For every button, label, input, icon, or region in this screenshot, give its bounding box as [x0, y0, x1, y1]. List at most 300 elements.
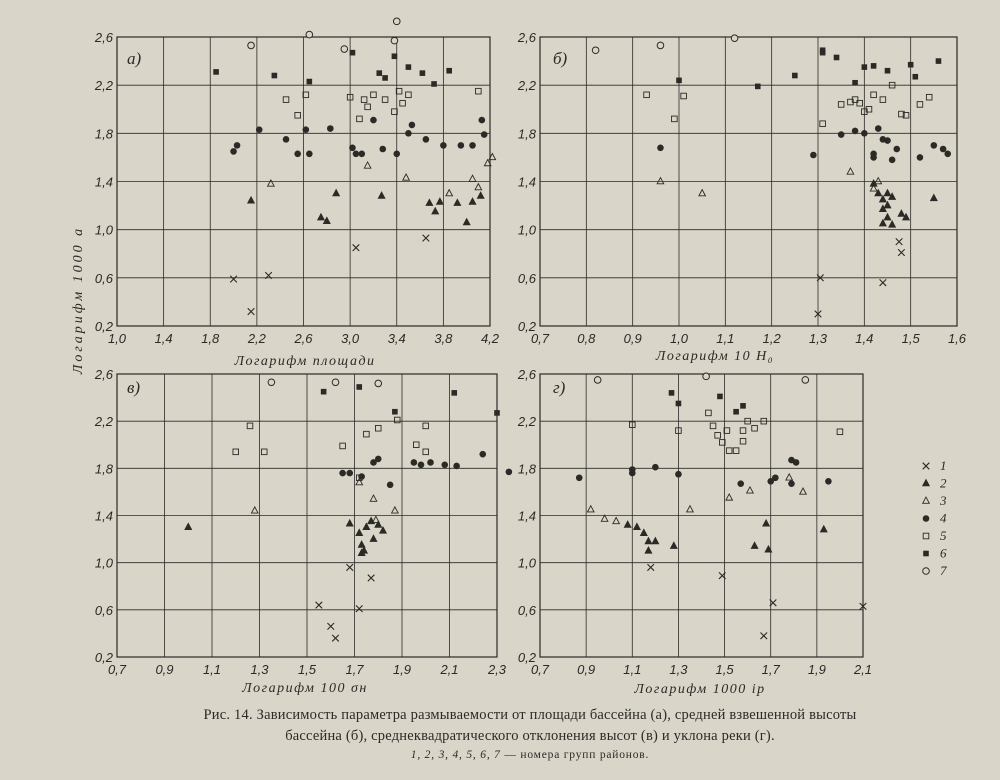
x-tick-label: 0,7: [530, 331, 550, 346]
x-tick-label: 1,1: [623, 662, 642, 677]
data-point-group-6: [733, 409, 739, 415]
data-point-group-2: [437, 198, 444, 204]
y-tick-label: 2,6: [94, 367, 113, 382]
data-point-group-2: [634, 523, 641, 529]
legend-marker-3: [923, 497, 930, 503]
x-tick-label: 1,4: [855, 331, 874, 346]
data-point-group-5: [261, 449, 267, 455]
data-point-group-4: [339, 470, 346, 477]
legend-marker-6: [923, 551, 929, 557]
series-7: [592, 35, 738, 54]
series-5: [644, 82, 932, 126]
data-point-group-6: [420, 70, 426, 76]
data-point-group-6: [446, 68, 452, 74]
data-point-group-3: [475, 184, 482, 190]
data-point-group-2: [751, 542, 758, 548]
data-point-group-3: [587, 506, 594, 512]
data-point-group-5: [733, 448, 739, 454]
data-point-group-4: [479, 117, 486, 124]
data-point-group-4: [629, 466, 636, 473]
y-tick-label: 1,8: [517, 461, 536, 477]
data-point-group-3: [446, 190, 453, 196]
data-point-group-1: [423, 235, 430, 242]
data-point-group-2: [875, 190, 882, 196]
data-point-group-4: [657, 144, 664, 151]
data-point-group-4: [346, 470, 353, 477]
data-point-group-7: [306, 31, 313, 38]
data-point-group-4: [506, 469, 513, 476]
data-point-group-5: [364, 431, 370, 437]
data-point-group-4: [884, 137, 891, 144]
data-point-group-4: [469, 142, 476, 149]
data-point-group-3: [786, 474, 793, 480]
data-point-group-6: [392, 409, 398, 415]
y-tick-label: 1,0: [94, 555, 113, 571]
data-point-group-6: [669, 390, 675, 396]
data-point-group-6: [913, 74, 919, 80]
data-point-group-1: [316, 602, 323, 609]
legend-label-7: 7: [940, 563, 947, 578]
data-point-group-2: [889, 221, 896, 227]
data-point-group-5: [710, 423, 716, 429]
data-point-group-1: [647, 564, 654, 571]
data-point-group-5: [880, 97, 886, 103]
legend-marker-1: [923, 463, 930, 470]
data-point-group-7: [802, 377, 809, 384]
series-3: [268, 154, 496, 196]
data-point-group-6: [852, 80, 858, 86]
series-1: [230, 235, 429, 315]
data-point-group-5: [871, 92, 877, 98]
data-point-group-7: [391, 37, 398, 44]
data-point-group-2: [477, 192, 484, 198]
data-point-group-2: [624, 521, 631, 527]
data-point-group-4: [675, 471, 682, 478]
data-point-group-4: [931, 142, 938, 149]
data-point-group-3: [687, 506, 694, 512]
series-4: [657, 125, 951, 163]
y-tick-label: 2,6: [517, 367, 536, 382]
data-point-group-4: [256, 126, 263, 133]
data-point-group-4: [481, 131, 488, 138]
data-point-group-4: [418, 461, 425, 468]
y-tick-label: 0,2: [94, 319, 113, 334]
legend: [923, 458, 947, 578]
data-point-group-3: [657, 178, 664, 184]
series-3: [657, 168, 881, 196]
series-1: [647, 564, 866, 639]
x-tick-label: 1,9: [807, 662, 826, 677]
data-point-group-4: [889, 157, 896, 164]
panel-label: а): [127, 49, 142, 68]
x-tick-label: 1,5: [715, 662, 734, 677]
data-point-group-6: [451, 390, 457, 396]
x-tick-label: 0,7: [107, 662, 127, 677]
x-tick-label: 2,1: [440, 662, 459, 677]
data-point-group-2: [884, 190, 891, 196]
data-point-group-2: [820, 526, 827, 532]
data-point-group-6: [885, 68, 891, 74]
data-point-group-2: [641, 529, 648, 535]
data-point-group-7: [703, 373, 710, 380]
data-point-group-1: [760, 632, 767, 639]
data-point-group-5: [917, 102, 923, 108]
data-point-group-1: [356, 605, 363, 612]
y-tick-label: 0,6: [517, 270, 536, 286]
data-point-group-2: [931, 194, 938, 200]
data-point-group-2: [652, 538, 659, 544]
data-point-group-4: [810, 152, 817, 159]
data-point-group-4: [349, 144, 356, 151]
data-point-group-1: [896, 238, 903, 245]
data-point-group-5: [926, 94, 932, 100]
data-point-group-7: [731, 35, 738, 42]
data-point-group-6: [406, 64, 412, 70]
data-point-group-4: [893, 146, 900, 153]
series-5: [629, 410, 842, 453]
data-point-group-5: [423, 449, 429, 455]
x-tick-label: 1,5: [297, 662, 317, 677]
data-point-group-4: [793, 459, 800, 466]
data-point-group-7: [248, 42, 255, 49]
x-tick-label: 0,9: [155, 662, 174, 677]
data-point-group-1: [248, 308, 255, 315]
data-point-group-3: [373, 516, 380, 522]
data-point-group-5: [371, 92, 377, 98]
data-point-group-4: [375, 456, 382, 463]
legend-label-1: 1: [940, 458, 947, 473]
data-point-group-1: [880, 279, 887, 286]
data-point-group-4: [353, 151, 360, 158]
series-5: [283, 88, 481, 121]
data-point-group-7: [592, 47, 599, 54]
data-point-group-5: [406, 92, 412, 98]
data-point-group-4: [283, 136, 290, 143]
data-point-group-2: [645, 538, 652, 544]
x-tick-label: 3,0: [341, 331, 360, 346]
data-point-group-2: [363, 523, 370, 529]
caption-group-note: — номера групп районов.: [500, 749, 650, 761]
chart-panel-3: [94, 367, 512, 696]
y-tick-label: 2,2: [517, 78, 536, 94]
x-tick-label: 1,4: [154, 331, 173, 346]
legend-marker-5: [923, 533, 929, 539]
series-6: [213, 50, 452, 87]
x-tick-label: 4,2: [480, 331, 500, 346]
data-point-group-3: [613, 517, 620, 523]
data-point-group-2: [378, 192, 385, 198]
data-point-group-5: [706, 410, 712, 416]
legend-marker-7: [923, 568, 930, 575]
x-tick-label: 1,3: [669, 662, 688, 677]
x-axis-label: Логарифм площади: [234, 354, 376, 369]
data-point-group-4: [576, 474, 583, 481]
data-point-group-2: [318, 214, 325, 220]
data-point-group-6: [272, 73, 278, 79]
data-point-group-5: [247, 423, 253, 429]
data-point-group-7: [393, 18, 400, 25]
series-2: [624, 520, 827, 553]
data-point-group-1: [327, 623, 334, 630]
y-tick-label: 0,2: [517, 319, 536, 334]
data-point-group-5: [423, 423, 429, 429]
data-point-group-5: [295, 112, 301, 118]
data-point-group-3: [601, 515, 608, 521]
data-point-group-4: [234, 142, 241, 149]
data-point-group-4: [441, 461, 448, 468]
y-tick-label: 1,4: [517, 508, 536, 524]
panel-label: г): [553, 378, 566, 397]
series-4: [230, 117, 487, 157]
x-tick-label: 1,7: [761, 662, 780, 677]
data-point-group-6: [431, 81, 437, 87]
series-6: [321, 384, 500, 416]
data-point-group-6: [350, 50, 356, 56]
legend-marker-2: [923, 480, 930, 486]
data-point-group-6: [676, 401, 682, 407]
x-tick-label: 1,3: [250, 662, 269, 677]
data-point-group-5: [394, 417, 400, 423]
data-point-group-7: [332, 379, 339, 386]
chart-panel-2: [517, 30, 967, 364]
data-point-group-4: [825, 478, 832, 485]
x-tick-label: 1,7: [345, 662, 364, 677]
x-tick-label: 0,9: [623, 331, 642, 346]
data-point-group-7: [341, 46, 348, 53]
x-tick-label: 1,2: [762, 331, 781, 346]
data-point-group-6: [213, 69, 219, 75]
data-point-group-5: [283, 97, 289, 103]
x-tick-label: 3,4: [387, 331, 406, 346]
data-point-group-6: [820, 50, 826, 56]
y-tick-label: 1,4: [94, 508, 113, 524]
data-point-group-4: [875, 125, 882, 132]
data-point-group-3: [268, 180, 275, 186]
data-point-group-2: [469, 198, 476, 204]
x-tick-label: 1,9: [392, 662, 412, 677]
data-point-group-4: [411, 459, 418, 466]
data-point-group-4: [379, 146, 386, 153]
y-tick-label: 0,6: [94, 602, 113, 618]
data-point-group-5: [715, 433, 721, 439]
data-point-group-2: [884, 202, 891, 208]
data-point-group-6: [792, 73, 798, 79]
data-point-group-6: [392, 53, 398, 59]
legend-marker-4: [923, 515, 930, 522]
data-point-group-4: [944, 151, 951, 158]
y-tick-label: 0,6: [517, 602, 536, 618]
y-tick-label: 1,0: [94, 222, 113, 238]
data-point-group-6: [307, 79, 313, 85]
data-point-group-1: [346, 564, 353, 571]
data-point-group-5: [365, 104, 371, 110]
data-point-group-5: [740, 438, 746, 444]
series-6: [676, 47, 941, 89]
data-point-group-5: [644, 92, 650, 98]
x-tick-label: 2,6: [294, 331, 313, 346]
data-point-group-4: [387, 482, 394, 489]
data-point-group-1: [898, 249, 905, 256]
series-3: [251, 479, 398, 523]
data-point-group-6: [376, 70, 382, 76]
data-point-group-5: [726, 448, 732, 454]
data-point-group-4: [393, 151, 400, 158]
data-point-group-7: [268, 379, 275, 386]
data-point-group-2: [671, 542, 678, 548]
data-point-group-3: [370, 495, 377, 501]
data-point-group-4: [327, 125, 334, 132]
data-point-group-2: [463, 219, 470, 225]
data-point-group-6: [382, 75, 388, 81]
data-point-group-5: [357, 116, 363, 122]
data-point-group-4: [370, 117, 377, 124]
y-tick-label: 2,2: [94, 78, 113, 94]
x-tick-label: 2,1: [853, 662, 873, 677]
data-point-group-4: [294, 151, 301, 158]
x-tick-label: 1,0: [107, 331, 127, 346]
data-point-group-3: [747, 487, 754, 493]
data-point-group-4: [479, 451, 486, 458]
data-point-group-5: [413, 442, 419, 448]
data-point-group-5: [681, 93, 687, 99]
data-point-group-1: [332, 635, 339, 642]
legend-label-6: 6: [940, 545, 947, 561]
data-point-group-6: [494, 410, 500, 416]
charts-layer: [94, 18, 967, 697]
legend-label-2: 2: [940, 475, 947, 491]
data-point-group-6: [755, 84, 761, 90]
data-point-group-4: [427, 459, 434, 466]
data-point-group-5: [375, 425, 381, 431]
data-point-group-3: [403, 174, 410, 180]
series-4: [339, 451, 512, 488]
data-point-group-4: [358, 151, 365, 158]
figure-caption-line-3: [110, 749, 950, 761]
y-tick-label: 1,8: [94, 126, 113, 142]
x-tick-label: 1,1: [716, 331, 735, 346]
series-2: [185, 517, 386, 555]
x-axis-label: Логарифм 1000 ip: [634, 682, 766, 697]
data-point-group-6: [936, 58, 942, 64]
data-point-group-4: [230, 148, 237, 155]
data-point-group-1: [353, 244, 360, 251]
data-point-group-5: [740, 428, 746, 434]
data-point-group-3: [364, 162, 371, 168]
data-point-group-3: [800, 488, 807, 494]
y-tick-label: 2,2: [517, 414, 536, 430]
x-tick-label: 0,7: [530, 662, 550, 677]
data-point-group-6: [676, 78, 682, 84]
data-point-group-6: [740, 403, 746, 409]
data-point-group-6: [356, 384, 362, 390]
data-point-group-3: [726, 494, 733, 500]
data-point-group-4: [940, 146, 947, 153]
x-tick-label: 0,9: [577, 662, 596, 677]
legend-label-4: 4: [940, 510, 947, 526]
data-point-group-4: [405, 130, 412, 137]
data-point-group-2: [884, 214, 891, 220]
data-point-group-5: [838, 102, 844, 108]
data-point-group-2: [898, 210, 905, 216]
data-point-group-3: [699, 190, 706, 196]
data-point-group-4: [409, 122, 416, 129]
figure-caption-line-2: бассейна (б), среднеквадратического отклонения высот (в) и уклона реки (г).: [285, 728, 775, 744]
data-point-group-1: [368, 575, 375, 582]
data-point-group-6: [717, 394, 723, 400]
y-tick-label: 2,2: [94, 414, 113, 430]
data-point-group-3: [469, 175, 476, 181]
y-tick-label: 1,4: [94, 174, 113, 190]
x-tick-label: 3,8: [434, 331, 453, 346]
data-point-group-4: [652, 464, 659, 471]
x-tick-label: 0,8: [577, 331, 596, 346]
data-point-group-3: [392, 507, 399, 513]
data-point-group-4: [772, 474, 779, 481]
x-tick-label: 1,6: [947, 331, 967, 346]
data-point-group-2: [454, 199, 461, 205]
data-point-group-6: [908, 62, 914, 68]
data-point-group-2: [346, 520, 353, 526]
data-point-group-2: [324, 217, 331, 223]
data-point-group-4: [870, 154, 877, 161]
legend-label-5: 5: [940, 528, 947, 543]
data-point-group-4: [917, 154, 924, 161]
data-point-group-7: [657, 42, 664, 49]
data-point-group-4: [423, 136, 430, 143]
data-point-group-5: [476, 88, 482, 94]
data-point-group-3: [875, 178, 882, 184]
y-tick-label: 1,0: [517, 555, 536, 571]
data-point-group-2: [432, 208, 439, 214]
data-point-group-5: [820, 121, 826, 127]
panel-label: б): [553, 49, 568, 68]
caption-group-numbers: 1, 2, 3, 4, 5, 6, 7: [410, 749, 501, 761]
panel-label: в): [127, 378, 141, 397]
data-point-group-2: [370, 535, 377, 541]
data-point-group-2: [645, 547, 652, 553]
y-tick-label: 1,0: [517, 222, 536, 238]
x-tick-label: 1,8: [201, 331, 220, 346]
data-point-group-5: [233, 449, 239, 455]
data-point-group-2: [880, 196, 887, 202]
x-axis-label: Логарифм 10 H₀: [655, 349, 775, 364]
data-point-group-2: [356, 529, 363, 535]
data-point-group-4: [303, 126, 310, 133]
data-point-group-4: [453, 463, 460, 470]
data-point-group-7: [375, 380, 382, 387]
series-5: [233, 417, 429, 480]
x-tick-label: 1,3: [808, 331, 828, 346]
data-point-group-2: [375, 521, 382, 527]
series-2: [870, 180, 937, 227]
data-point-group-2: [380, 527, 387, 533]
data-point-group-6: [834, 55, 840, 61]
data-point-group-4: [852, 128, 859, 135]
data-point-group-2: [426, 199, 433, 205]
y-tick-label: 1,4: [517, 174, 536, 190]
data-point-group-2: [248, 197, 255, 203]
data-point-group-5: [672, 116, 678, 122]
y-tick-label: 0,6: [94, 270, 113, 286]
data-point-group-5: [382, 97, 388, 103]
data-point-group-2: [185, 523, 192, 529]
y-tick-label: 1,8: [94, 461, 113, 477]
series-7: [248, 18, 400, 52]
data-point-group-3: [251, 507, 258, 513]
data-point-group-4: [737, 480, 744, 487]
data-point-group-5: [837, 429, 843, 435]
y-tick-label: 0,2: [517, 650, 536, 665]
